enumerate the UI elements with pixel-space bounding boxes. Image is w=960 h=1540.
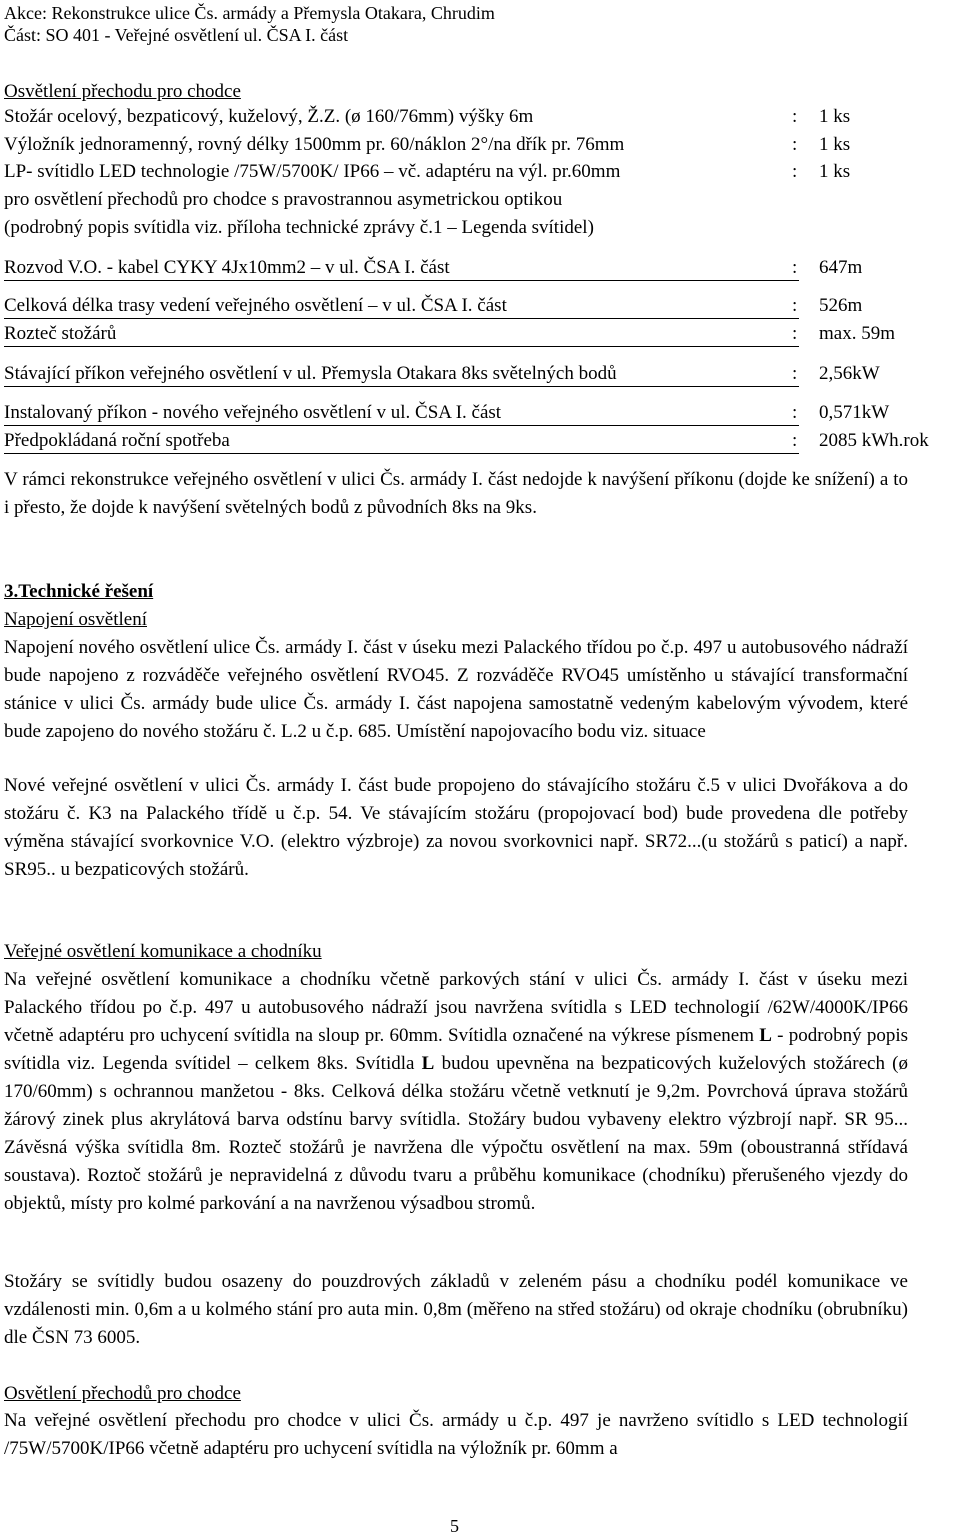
paragraph-crossing: Na veřejné osvětlení přechodu pro chodce v ulici Čs. armády u č.p. 497 je navrženo svítidlo s LED technologií /75W/5700K/IP66 včetně adaptéru pro uchycení svítidla na výložník pr. 60mm a [4, 1410, 908, 1459]
page-number: 5 [450, 1516, 459, 1536]
paragraph-connection: Napojení nového osvětlení ulice Čs. armády I. část v úseku mezi Palackého třídou po č.p. 497 u autobusového nádraží bude napojeno z rozváděče veřejného osvětlení RVO45. Z rozváděče RVO45 umístěnho u stávající transformační stánice v ulici Čs. armády bude ulice Čs. armády I. část napojena samostatně vedeným kabelovým vývodem, které bude zapojeno do nového stožáru č. L.2 u č.p. 685. Umístění napojovacího bodu viz. situace [4, 637, 908, 742]
lighting-title: Osvětlení přechodu pro chodce [4, 81, 241, 102]
lighting-item-text: Výložník jednoramenný, rovný délky 1500mm pr. 60/náklon 2°/na dřík pr. 76mm [4, 134, 625, 155]
summary-row [4, 360, 880, 388]
colon: : [792, 363, 798, 384]
lighting-note: (podrobný popis svítidla viz. příloha technické zprávy č.1 – Legenda svítidel) [4, 217, 594, 238]
underline-rule [4, 453, 799, 454]
header-akce: Akce: Rekonstrukce ulice Čs. armády a Přemysla Otakara, Chrudim [4, 3, 495, 23]
colon: : [792, 323, 798, 344]
summary-text: Rozvod V.O. - kabel CYKY 4Jx10mm2 – v ul. ČSA I. část [4, 257, 450, 278]
summary-text: Rozteč stožárů [4, 323, 117, 344]
luminaire-mark: L [759, 1025, 772, 1046]
summary-row [4, 320, 895, 348]
colon: : [792, 134, 798, 155]
paragraph-text: Na veřejné osvětlení komunikace a chodníku včetně parkových stání v ulici Čs. armády I. část v úseku mezi Palackého třídou po č.p. 497 u autobusového nádraží jsou navržena svítidla s LED technologií /62W/4000K/IP66 včetně adaptéru pro uchycení svítidla na sloup pr. 60mm. Svítidla označené na výkrese písmenem [4, 969, 908, 1046]
lighting-item-row [4, 158, 851, 186]
subsection-heading: Osvětlení přechodů pro chodce [4, 1383, 241, 1404]
subsection-heading: Napojení osvětlení [4, 609, 147, 630]
colon: : [792, 295, 798, 316]
summary-value: 2085 kWh.rok [819, 430, 929, 451]
colon: : [792, 402, 798, 423]
summary-row [4, 292, 863, 320]
underline-rule [4, 386, 799, 387]
luminaire-mark: L [421, 1053, 435, 1074]
summary-text: Instalovaný příkon - nového veřejného osvětlení v ul. ČSA I. část [4, 402, 502, 423]
summary-row [4, 254, 863, 282]
lighting-item-value: 1 ks [819, 134, 851, 155]
colon: : [792, 257, 798, 278]
lighting-item-value: 1 ks [819, 161, 851, 182]
colon: : [792, 106, 798, 127]
underline-rule [4, 425, 799, 426]
colon: : [792, 161, 798, 182]
paragraph-interconnection: Nové veřejné osvětlení v ulici Čs. armády I. část bude propojeno do stávajícího stožáru č.5 v ulici Dvořákova a do stožáru č. K3 na Palackého třídě u č.p. 54. Ve stávajícím stožáru (propojovací bod) bude provedena dle potřeby výměna stávající svorkovnice V.O. (elektro výzbroje) za novou svorkovnici např. SR72...(u stožárů s paticí) a např. SR95.. u bezpaticových stožárů. [4, 775, 908, 880]
paragraph-street-lighting [4, 966, 908, 1218]
header-cast: Část: SO 401 - Veřejné osvětlení ul. ČSA I. část [4, 25, 349, 45]
summary-text: Stávající příkon veřejného osvětlení v ul. Přemysla Otakara 8ks světelných bodů [4, 363, 617, 384]
paragraph-text: budou upevněna na bezpaticových kuželových stožárech (ø 170/60mm) s ochrannou manžetou - 8ks. Celková délka stožáru včetně vetknutí je 9,2m. Povrchová úprava stožárů žárový zinek plus akrylátová barva odstínu barvy svítidla. Stožáry budou vybaveny elektro výzbrojí např. SR 95... Závěsná výška svítidla 8m. Rozteč stožárů je navržena dle výpočtu osvětlení na max. 59m (oboustranná střídavá soustava). Roztoč stožárů je nepravidelná z důvodu tvaru a průběhu komunikace (chodníku) přerušeného vjezdy do objektů, místy pro kolmé parkování a na navrženou výsadbou stromů. [4, 1053, 908, 1214]
lighting-note: pro osvětlení přechodů pro chodce s pravostrannou asymetrickou optikou [4, 189, 563, 210]
subsection-heading: Veřejné osvětlení komunikace a chodníku [4, 941, 322, 962]
summary-row [4, 427, 929, 455]
underline-rule [4, 346, 799, 347]
section-heading: 3.Technické řešení [4, 581, 154, 602]
underline-rule [4, 280, 799, 281]
summary-value: 2,56kW [819, 363, 880, 384]
summary-row [4, 399, 890, 427]
lighting-item-row [4, 103, 851, 131]
summary-value: 0,571kW [819, 402, 890, 423]
lighting-item-row [4, 131, 851, 159]
summary-value: 526m [819, 295, 863, 316]
lighting-item-value: 1 ks [819, 106, 851, 127]
colon: : [792, 430, 798, 451]
document-header [4, 2, 604, 46]
underline-rule [4, 318, 799, 319]
lighting-item-text: LP- svítidlo LED technologie /75W/5700K/ IP66 – vč. adaptéru na výl. pr.60mm [4, 161, 621, 182]
paragraph-foundations: Stožáry se svítidly budou osazeny do pouzdrových základů v zeleném pásu a chodníku podél komunikace ve vzdálenosti min. 0,6m a u kolmého stání pro auta min. 0,8m (měřeno na střed stožáru) od okraje chodníku (obrubníku) dle ČSN 73 6005. [4, 1271, 908, 1348]
summary-text: Celková délka trasy vedení veřejného osvětlení – v ul. ČSA I. část [4, 295, 507, 316]
summary-text: Předpokládaná roční spotřeba [4, 430, 230, 451]
summary-value: max. 59m [819, 323, 895, 344]
paragraph-text: - podrobný popis svítidla viz. Legenda svítidel – celkem 8ks. Svítidla [4, 1025, 909, 1074]
lighting-item-text: Stožár ocelový, bezpaticový, kuželový, Ž.Z. (ø 160/76mm) výšky 6m [4, 106, 534, 127]
summary-value: 647m [819, 257, 863, 278]
intro-paragraph: V rámci rekonstrukce veřejného osvětlení v ulici Čs. armády I. část nedojde k navýšení příkonu (dojde ke snížení) a to i přesto, že dojde k navýšení světelných bodů z původních 8ks na 9ks. [4, 469, 908, 518]
